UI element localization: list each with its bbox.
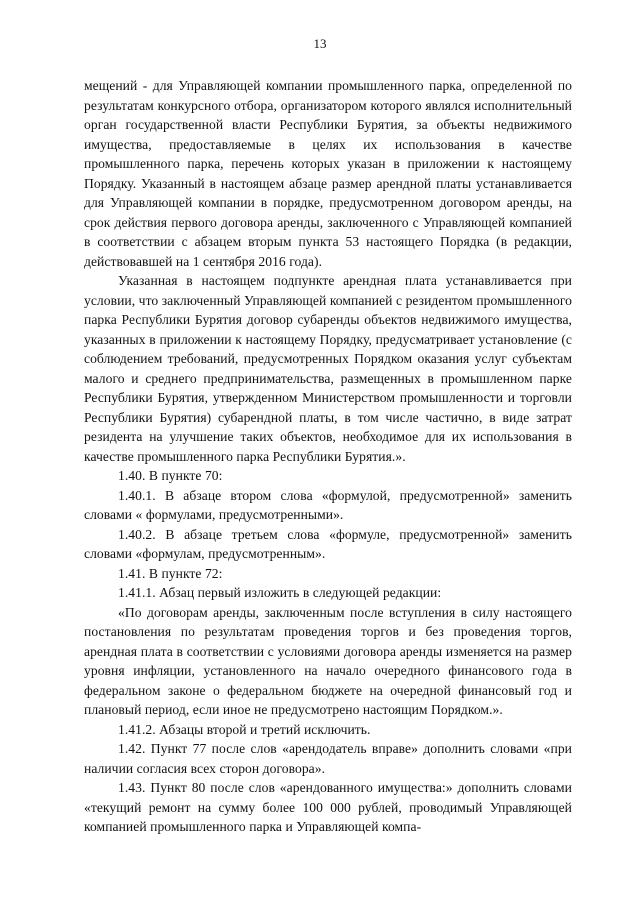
paragraph: 1.40.2. В абзаце третьем слова «формуле, предусмотренной» заменить словами «формулам, предусмотренным». xyxy=(84,526,572,561)
paragraph: мещений - для Управляющей компании промышленного парка, определенной по результатам конкурсного отбора, организатором которого являлся исполнительный орган государственной власти Республики Бурятия, за объекты недвижимого имущества, предоставляемые в целях их использования в качестве промышленного парка, перечень которых указан в приложении к настоящему Порядку. Указанный в настоящем абзаце размер арендной платы устанавливается для Управляющей компании в порядке, предусмотренном договором аренды, на срок действия первого договора аренды, заключенного с Управляющей компанией в соответствии с абзацем вторым пункта 53 настоящего Порядка (в редакции, действовавшей на 1 сентября 2016 года). xyxy=(84,78,572,269)
paragraph: «По договорам аренды, заключенным после вступления в силу настоящего постановления по результатам проведения торгов и без проведения торгов, арендная плата в соответствии с условиями договора аренды изменяется на размер уровня инфляции, установленного на начало очередного финансового года в федеральном законе о федеральном бюджете на очередной финансовый год и плановый период, если иное не предусмотрено настоящим Порядком.». xyxy=(84,604,572,717)
paragraph: 1.40. В пункте 70: xyxy=(118,468,223,483)
paragraph: 1.43. Пункт 80 после слов «арендованного имущества:» дополнить словами «текущий ремонт на сумму более 100 000 рублей, проводимый Управляющей компанией промышленного парка и Управляющей компа- xyxy=(84,780,572,834)
document-body xyxy=(84,76,572,837)
paragraph: 1.41.2. Абзацы второй и третий исключить. xyxy=(118,721,371,737)
paragraph: Указанная в настоящем подпункте арендная плата устанавливается при условии, что заключенный Управляющей компанией с резидентом промышленного парка Республики Бурятия договор субаренды объектов недвижимого имущества, указанных в приложении к настоящему Порядку, предусматривает установление (с соблюдением требований, предусмотренных Порядком оказания услуг субъектам малого и среднего предпринимательства, размещенных в промышленном парке Республики Бурятия, утвержденном Министерством промышленности и торговли Республики Бурятия) субарендной платы, в том числе частично, в виде затрат резидента на улучшение таких объектов, необходимое для их использования в качестве промышленного парка Республики Бурятия.». xyxy=(84,273,572,464)
paragraph: 1.40.1. В абзаце втором слова «формулой, предусмотренной» заменить словами « формулами, предусмотренными». xyxy=(84,487,572,522)
paragraph: 1.41.1. Абзац первый изложить в следующей редакции: xyxy=(118,585,442,600)
paragraph: 1.41. В пункте 72: xyxy=(118,565,223,581)
paragraph: 1.42. Пункт 77 после слов «арендодатель вправе» дополнить словами «при наличии согласия всех сторон договора». xyxy=(84,741,572,776)
page-number: 13 xyxy=(313,36,327,51)
